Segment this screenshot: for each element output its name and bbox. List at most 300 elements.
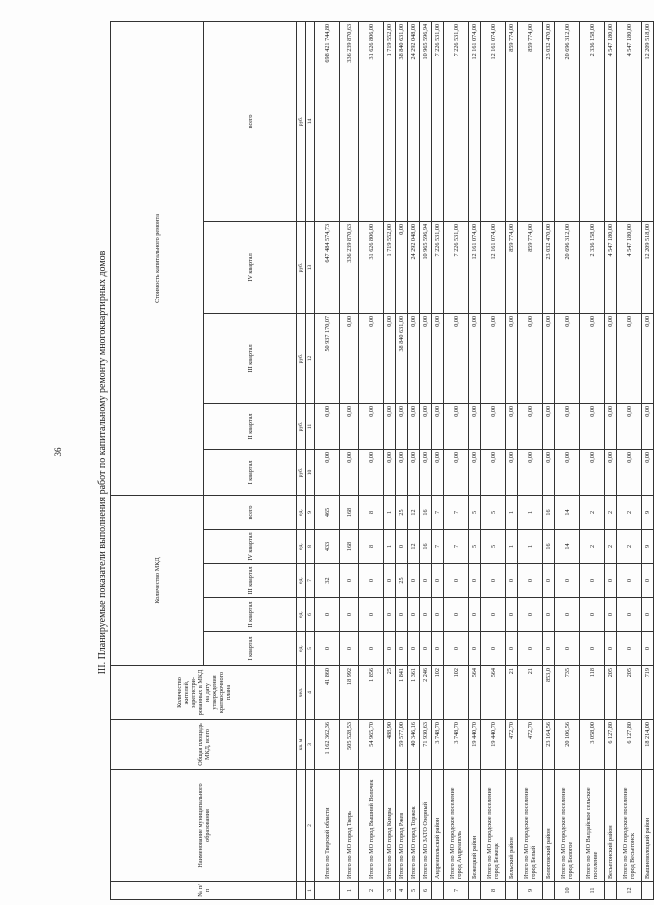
cell-mkd-q1: 0: [605, 632, 617, 666]
cell-cost-q3: 0,00: [642, 313, 654, 403]
cell-cost-q1: 0,00: [481, 449, 506, 495]
cell-residents: 18 992: [340, 666, 359, 720]
cell-cost-q3: 0,00: [617, 313, 642, 403]
cell-mkd-q3: 0: [605, 564, 617, 598]
cell-area: 23 164,56: [543, 720, 555, 770]
cell-mkd-q3: 0: [617, 564, 642, 598]
cell-cost-q3: 0,00: [555, 313, 580, 403]
cell-cost-q4: 2 336 158,00: [580, 221, 605, 313]
cell-cost-q4: 647 484 574,73: [315, 221, 340, 313]
cell-area: 472,70: [518, 720, 543, 770]
cell-cost-q1: 0,00: [340, 449, 359, 495]
cell-area: 472,70: [506, 720, 518, 770]
cell-mkd-total: 7: [432, 495, 444, 529]
cell-residents: 564: [481, 666, 506, 720]
cell-mkd-q3: 0: [555, 564, 580, 598]
page-number: 36: [53, 447, 63, 457]
cell-cost-q2: 0,00: [543, 403, 555, 449]
cell-mkd-q3: 0: [384, 564, 396, 598]
cell-cost-q1: 0,00: [396, 449, 408, 495]
cell-cost-q2: 0,00: [396, 403, 408, 449]
cell-cost-q2: 0,00: [642, 403, 654, 449]
cell-mkd-q2: 0: [315, 598, 340, 632]
row-number: [605, 882, 617, 900]
cell-cost-q1: 0,00: [642, 449, 654, 495]
row-name: Бологовский район: [543, 770, 555, 882]
cell-mkd-q1: 0: [518, 632, 543, 666]
repair-plan-table: [110, 21, 654, 900]
cell-mkd-total: 2: [617, 495, 642, 529]
unit-cell: чел.: [297, 666, 306, 720]
row-name: Итого по МО городское поселение город Весьегонск: [617, 770, 642, 882]
cell-mkd-total: 7: [444, 495, 469, 529]
cell-cost-q2: 0,00: [408, 403, 420, 449]
cell-area: 18 214,00: [642, 720, 654, 770]
cell-cost-q1: 0,00: [555, 449, 580, 495]
cell-cost-q4: 10 965 596,94: [420, 221, 432, 313]
cell-mkd-total: 1: [506, 495, 518, 529]
cell-cost-q4: 859 774,00: [518, 221, 543, 313]
cell-mkd-total: 16: [543, 495, 555, 529]
header-mkd-q4: IV квартал: [204, 530, 297, 564]
cell-mkd-q4: 2: [580, 530, 605, 564]
unit-cell: кв. м: [297, 720, 306, 770]
header-no: № п/п: [111, 882, 297, 900]
cell-cost-q3: 0,00: [359, 313, 384, 403]
cell-area: 1 162 362,36: [315, 720, 340, 770]
cell-cost-q4: 7 226 531,00: [432, 221, 444, 313]
cell-residents: 41 860: [315, 666, 340, 720]
cell-cost-q3: 0,00: [605, 313, 617, 403]
cell-mkd-q3: 0: [642, 564, 654, 598]
col-number: 10: [306, 449, 315, 495]
cell-mkd-q3: 0: [408, 564, 420, 598]
col-number: 9: [306, 495, 315, 529]
cell-residents: 118: [580, 666, 605, 720]
unit-cell: ед.: [297, 495, 306, 529]
cell-mkd-q3: 0: [469, 564, 481, 598]
row-number: 2: [359, 882, 384, 900]
cell-cost-q3: 0,00: [518, 313, 543, 403]
header-mkd-q3: III квартал: [204, 564, 297, 598]
unit-cell: руб.: [297, 313, 306, 403]
cell-residents: 25: [384, 666, 396, 720]
cell-cost-q3: 0,00: [506, 313, 518, 403]
row-number: [506, 882, 518, 900]
table-row: [420, 21, 432, 899]
cell-residents: 1 856: [359, 666, 384, 720]
table-row: [518, 21, 543, 899]
cell-cost-q3: 0,00: [469, 313, 481, 403]
cell-cost-q3: 0,00: [580, 313, 605, 403]
cell-area: 505 528,53: [340, 720, 359, 770]
header-cost-total: всего: [204, 21, 297, 221]
cell-cost-total: 2 336 158,00: [580, 21, 605, 221]
row-number: 12: [617, 882, 642, 900]
cell-cost-total: 12 209 518,00: [642, 21, 654, 221]
cell-mkd-q3: 0: [506, 564, 518, 598]
cell-mkd-q1: 0: [359, 632, 384, 666]
cell-area: 54 965,70: [359, 720, 384, 770]
table-row: [580, 21, 605, 899]
cell-cost-q4: 24 292 048,00: [408, 221, 420, 313]
cell-cost-q1: 0,00: [408, 449, 420, 495]
cell-mkd-q4: 7: [432, 530, 444, 564]
cell-cost-q1: 0,00: [518, 449, 543, 495]
cell-mkd-q1: 0: [469, 632, 481, 666]
cell-mkd-q4: 5: [481, 530, 506, 564]
cell-mkd-q3: 32: [315, 564, 340, 598]
cell-cost-q3: 0,00: [340, 313, 359, 403]
cell-area: 6 127,80: [605, 720, 617, 770]
cell-cost-q2: 0,00: [518, 403, 543, 449]
cell-cost-q4: 23 032 470,00: [543, 221, 555, 313]
cell-cost-q2: 0,00: [315, 403, 340, 449]
row-number: 3: [384, 882, 396, 900]
cell-mkd-q3: 0: [580, 564, 605, 598]
cell-mkd-q2: 0: [396, 598, 408, 632]
cell-mkd-q2: 0: [518, 598, 543, 632]
cell-cost-q1: 0,00: [605, 449, 617, 495]
cell-mkd-q1: 0: [384, 632, 396, 666]
cell-mkd-q1: 0: [506, 632, 518, 666]
cell-mkd-total: 168: [340, 495, 359, 529]
cell-cost-q3: 0,00: [420, 313, 432, 403]
col-number: 4: [306, 666, 315, 720]
cell-mkd-q3: 0: [481, 564, 506, 598]
cell-cost-total: 31 626 806,00: [359, 21, 384, 221]
row-name: Итого по МО ЗАТО Озерный: [420, 770, 432, 882]
cell-cost-q2: 0,00: [506, 403, 518, 449]
cell-mkd-q4: 16: [543, 530, 555, 564]
col-number: 11: [306, 403, 315, 449]
col-number: 1: [306, 882, 315, 900]
cell-mkd-q4: 14: [555, 530, 580, 564]
table-row: [384, 21, 396, 899]
cell-mkd-q4: 16: [420, 530, 432, 564]
cell-mkd-q3: 0: [432, 564, 444, 598]
header-row-units: [297, 21, 306, 899]
cell-mkd-q4: 7: [444, 530, 469, 564]
cell-mkd-q1: 0: [315, 632, 340, 666]
cell-residents: 102: [432, 666, 444, 720]
row-number: 4: [396, 882, 408, 900]
document-title: III. Планируемые показатели выполнения работ по капитальному ремонту многоквартирных домов: [97, 250, 108, 675]
cell-cost-total: 38 840 631,00: [396, 21, 408, 221]
table-body: [315, 21, 654, 899]
cell-mkd-total: 465: [315, 495, 340, 529]
cell-mkd-q2: 0: [543, 598, 555, 632]
cell-mkd-total: 8: [359, 495, 384, 529]
cell-cost-q3: 0,00: [444, 313, 469, 403]
cell-cost-total: 24 292 048,00: [408, 21, 420, 221]
unit-cell: руб.: [297, 221, 306, 313]
row-name: Итого по МО городское поселение город Бежецк: [481, 770, 506, 882]
cell-cost-q4: 12 209 518,00: [642, 221, 654, 313]
row-name: Итого по МО город Вышний Волочек: [359, 770, 384, 882]
cell-cost-q1: 0,00: [384, 449, 396, 495]
cell-mkd-q4: 1: [384, 530, 396, 564]
row-name: Итого по МО город Кимры: [384, 770, 396, 882]
cell-cost-q2: 0,00: [580, 403, 605, 449]
cell-mkd-total: 5: [469, 495, 481, 529]
cell-residents: 205: [617, 666, 642, 720]
cell-cost-q1: 0,00: [543, 449, 555, 495]
cell-cost-q1: 0,00: [469, 449, 481, 495]
row-number: 10: [555, 882, 580, 900]
cell-cost-q3: 0,00: [408, 313, 420, 403]
cell-mkd-q2: 0: [444, 598, 469, 632]
cell-mkd-total: 2: [605, 495, 617, 529]
table-row: [469, 21, 481, 899]
cell-mkd-q2: 0: [469, 598, 481, 632]
row-name: Итого по Тверской области: [315, 770, 340, 882]
row-name: Итого по МО город Торжок: [408, 770, 420, 882]
header-name: Наименование муниципального образования: [111, 770, 297, 882]
cell-mkd-q4: 1: [506, 530, 518, 564]
col-number: 13: [306, 221, 315, 313]
cell-mkd-q2: 0: [605, 598, 617, 632]
cell-residents: 1 841: [396, 666, 408, 720]
cell-mkd-q2: 0: [506, 598, 518, 632]
unit-cell: ед.: [297, 564, 306, 598]
cell-cost-q3: 0,00: [384, 313, 396, 403]
table-row: [543, 21, 555, 899]
unit-cell: ед.: [297, 598, 306, 632]
row-name: Итого по МО городское поселение город Белый: [518, 770, 543, 882]
cell-cost-q1: 0,00: [617, 449, 642, 495]
cell-mkd-q2: 0: [340, 598, 359, 632]
cell-residents: 21: [506, 666, 518, 720]
row-number: 1: [340, 882, 359, 900]
cell-area: 71 930,63: [420, 720, 432, 770]
cell-cost-q1: 0,00: [420, 449, 432, 495]
header-cost-q3: III квартал: [204, 313, 297, 403]
row-number: 11: [580, 882, 605, 900]
cell-cost-q4: 20 696 312,00: [555, 221, 580, 313]
col-number: 12: [306, 313, 315, 403]
col-number: 6: [306, 598, 315, 632]
table-row: [359, 21, 384, 899]
cell-cost-total: 23 032 470,00: [543, 21, 555, 221]
cell-cost-q2: 0,00: [420, 403, 432, 449]
cell-cost-total: 7 226 531,00: [444, 21, 469, 221]
cell-cost-q4: 12 161 074,00: [469, 221, 481, 313]
row-name: Бежецкий район: [469, 770, 481, 882]
row-number: 8: [481, 882, 506, 900]
cell-cost-q2: 0,00: [340, 403, 359, 449]
cell-residents: 102: [444, 666, 469, 720]
row-name: Итого по МО городское поселение город Андреаполь: [444, 770, 469, 882]
cell-mkd-q2: 0: [617, 598, 642, 632]
cell-mkd-q4: 12: [408, 530, 420, 564]
header-mkd-q1: I квартал: [204, 632, 297, 666]
cell-residents: 21: [518, 666, 543, 720]
row-number: [469, 882, 481, 900]
cell-area: 40 346,16: [408, 720, 420, 770]
cell-mkd-q1: 0: [580, 632, 605, 666]
cell-mkd-q3: 0: [420, 564, 432, 598]
cell-cost-total: 12 161 074,00: [469, 21, 481, 221]
unit-cell: руб.: [297, 449, 306, 495]
cell-mkd-q1: 0: [396, 632, 408, 666]
cell-mkd-q1: 0: [432, 632, 444, 666]
header-cost-group: Стоимость капитального ремонта: [111, 21, 204, 495]
row-number: 7: [444, 882, 469, 900]
cell-mkd-q3: 0: [340, 564, 359, 598]
cell-mkd-q1: 0: [481, 632, 506, 666]
cell-mkd-total: 1: [384, 495, 396, 529]
table-row: [605, 21, 617, 899]
cell-mkd-q4: 168: [340, 530, 359, 564]
row-name: Вышневолоцкий район: [642, 770, 654, 882]
cell-area: 19 440,70: [481, 720, 506, 770]
row-number: 6: [420, 882, 432, 900]
cell-mkd-total: 1: [518, 495, 543, 529]
header-mkd-q2: II квартал: [204, 598, 297, 632]
cell-cost-q2: 0,00: [444, 403, 469, 449]
cell-area: 3 748,70: [444, 720, 469, 770]
cell-mkd-q3: 0: [518, 564, 543, 598]
table-row: [432, 21, 444, 899]
cell-mkd-q2: 0: [408, 598, 420, 632]
cell-mkd-q2: 0: [555, 598, 580, 632]
row-number: [543, 882, 555, 900]
unit-cell: руб.: [297, 403, 306, 449]
cell-area: 488,90: [384, 720, 396, 770]
cell-mkd-q2: 0: [359, 598, 384, 632]
row-number: 9: [518, 882, 543, 900]
cell-cost-q2: 0,00: [359, 403, 384, 449]
cell-mkd-q1: 0: [617, 632, 642, 666]
cell-cost-total: 4 547 180,00: [617, 21, 642, 221]
cell-mkd-total: 12: [408, 495, 420, 529]
cell-residents: 1 361: [408, 666, 420, 720]
cell-cost-total: 859 774,00: [506, 21, 518, 221]
table-row: [642, 21, 654, 899]
cell-cost-q1: 0,00: [506, 449, 518, 495]
row-name: Итого по МО город Ржев: [396, 770, 408, 882]
cell-cost-q4: 0,00: [396, 221, 408, 313]
table-row: [444, 21, 469, 899]
cell-mkd-q4: 1: [518, 530, 543, 564]
cell-mkd-q1: 0: [642, 632, 654, 666]
row-name: Итого по МО городское поселение город Бологое: [555, 770, 580, 882]
col-number: 8: [306, 530, 315, 564]
table-row: [506, 21, 518, 899]
cell-cost-total: 336 239 870,63: [340, 21, 359, 221]
cell-cost-q2: 0,00: [384, 403, 396, 449]
header-cost-q2: II квартал: [204, 403, 297, 449]
cell-mkd-total: 5: [481, 495, 506, 529]
cell-mkd-q4: 433: [315, 530, 340, 564]
cell-cost-q2: 0,00: [481, 403, 506, 449]
cell-mkd-q2: 0: [642, 598, 654, 632]
cell-residents: 719: [642, 666, 654, 720]
table-row: [617, 21, 642, 899]
cell-cost-q2: 0,00: [617, 403, 642, 449]
cell-residents: 853,0: [543, 666, 555, 720]
cell-area: 3 058,00: [580, 720, 605, 770]
cell-residents: 2 246: [420, 666, 432, 720]
unit-cell: руб.: [297, 21, 306, 221]
table-row: [396, 21, 408, 899]
cell-cost-total: 859 774,00: [518, 21, 543, 221]
cell-cost-q3: 50 937 170,07: [315, 313, 340, 403]
cell-mkd-q2: 0: [481, 598, 506, 632]
cell-mkd-q1: 0: [555, 632, 580, 666]
cell-cost-q4: 7 226 531,00: [444, 221, 469, 313]
cell-area: 3 748,70: [432, 720, 444, 770]
cell-cost-q3: 0,00: [432, 313, 444, 403]
cell-area: 20 106,56: [555, 720, 580, 770]
table-row: [340, 21, 359, 899]
cell-mkd-total: 25: [396, 495, 408, 529]
row-name: Андреапольский район: [432, 770, 444, 882]
table-row: [408, 21, 420, 899]
header-cost-q1: I квартал: [204, 449, 297, 495]
cell-mkd-q3: 0: [543, 564, 555, 598]
cell-area: 6 127,80: [617, 720, 642, 770]
col-number: 7: [306, 564, 315, 598]
row-name: Итого по МО город Тверь: [340, 770, 359, 882]
cell-cost-q1: 0,00: [432, 449, 444, 495]
row-number: [315, 882, 340, 900]
cell-cost-q3: 0,00: [481, 313, 506, 403]
cell-cost-q2: 0,00: [555, 403, 580, 449]
header-mkd-group: Количество МКД: [111, 495, 204, 665]
cell-mkd-total: 16: [420, 495, 432, 529]
cell-mkd-total: 9: [642, 495, 654, 529]
table-row: [315, 21, 340, 899]
cell-mkd-q1: 0: [420, 632, 432, 666]
cell-area: 59 577,00: [396, 720, 408, 770]
col-number: 5: [306, 632, 315, 666]
cell-cost-total: 1 719 552,00: [384, 21, 396, 221]
cell-mkd-q4: 9: [642, 530, 654, 564]
header-row-groups: [111, 21, 204, 899]
cell-cost-total: 4 547 180,00: [605, 21, 617, 221]
cell-cost-q2: 0,00: [605, 403, 617, 449]
cell-cost-q2: 0,00: [469, 403, 481, 449]
table-row: [555, 21, 580, 899]
cell-cost-q4: 31 626 806,00: [359, 221, 384, 313]
cell-cost-q4: 336 239 870,63: [340, 221, 359, 313]
cell-cost-total: 12 161 074,00: [481, 21, 506, 221]
cell-residents: 564: [469, 666, 481, 720]
cell-mkd-q1: 0: [543, 632, 555, 666]
row-name: Итого по МО Валдайское сельское поселение: [580, 770, 605, 882]
header-mkd-total: всего: [204, 495, 297, 529]
col-number: 2: [306, 770, 315, 882]
cell-mkd-total: 2: [580, 495, 605, 529]
cell-cost-q2: 0,00: [432, 403, 444, 449]
cell-mkd-q2: 0: [580, 598, 605, 632]
cell-mkd-q1: 0: [444, 632, 469, 666]
header-area: Общая площадь МКД, всего: [111, 720, 297, 770]
cell-cost-q1: 0,00: [444, 449, 469, 495]
table-row: [481, 21, 506, 899]
cell-mkd-q1: 0: [340, 632, 359, 666]
cell-cost-q3: 38 840 631,00: [396, 313, 408, 403]
row-number: [432, 882, 444, 900]
cell-cost-total: 10 965 596,94: [420, 21, 432, 221]
cell-mkd-q2: 0: [384, 598, 396, 632]
cell-mkd-q1: 0: [408, 632, 420, 666]
cell-residents: 205: [605, 666, 617, 720]
row-number: [642, 882, 654, 900]
cell-cost-q4: 1 719 552,00: [384, 221, 396, 313]
